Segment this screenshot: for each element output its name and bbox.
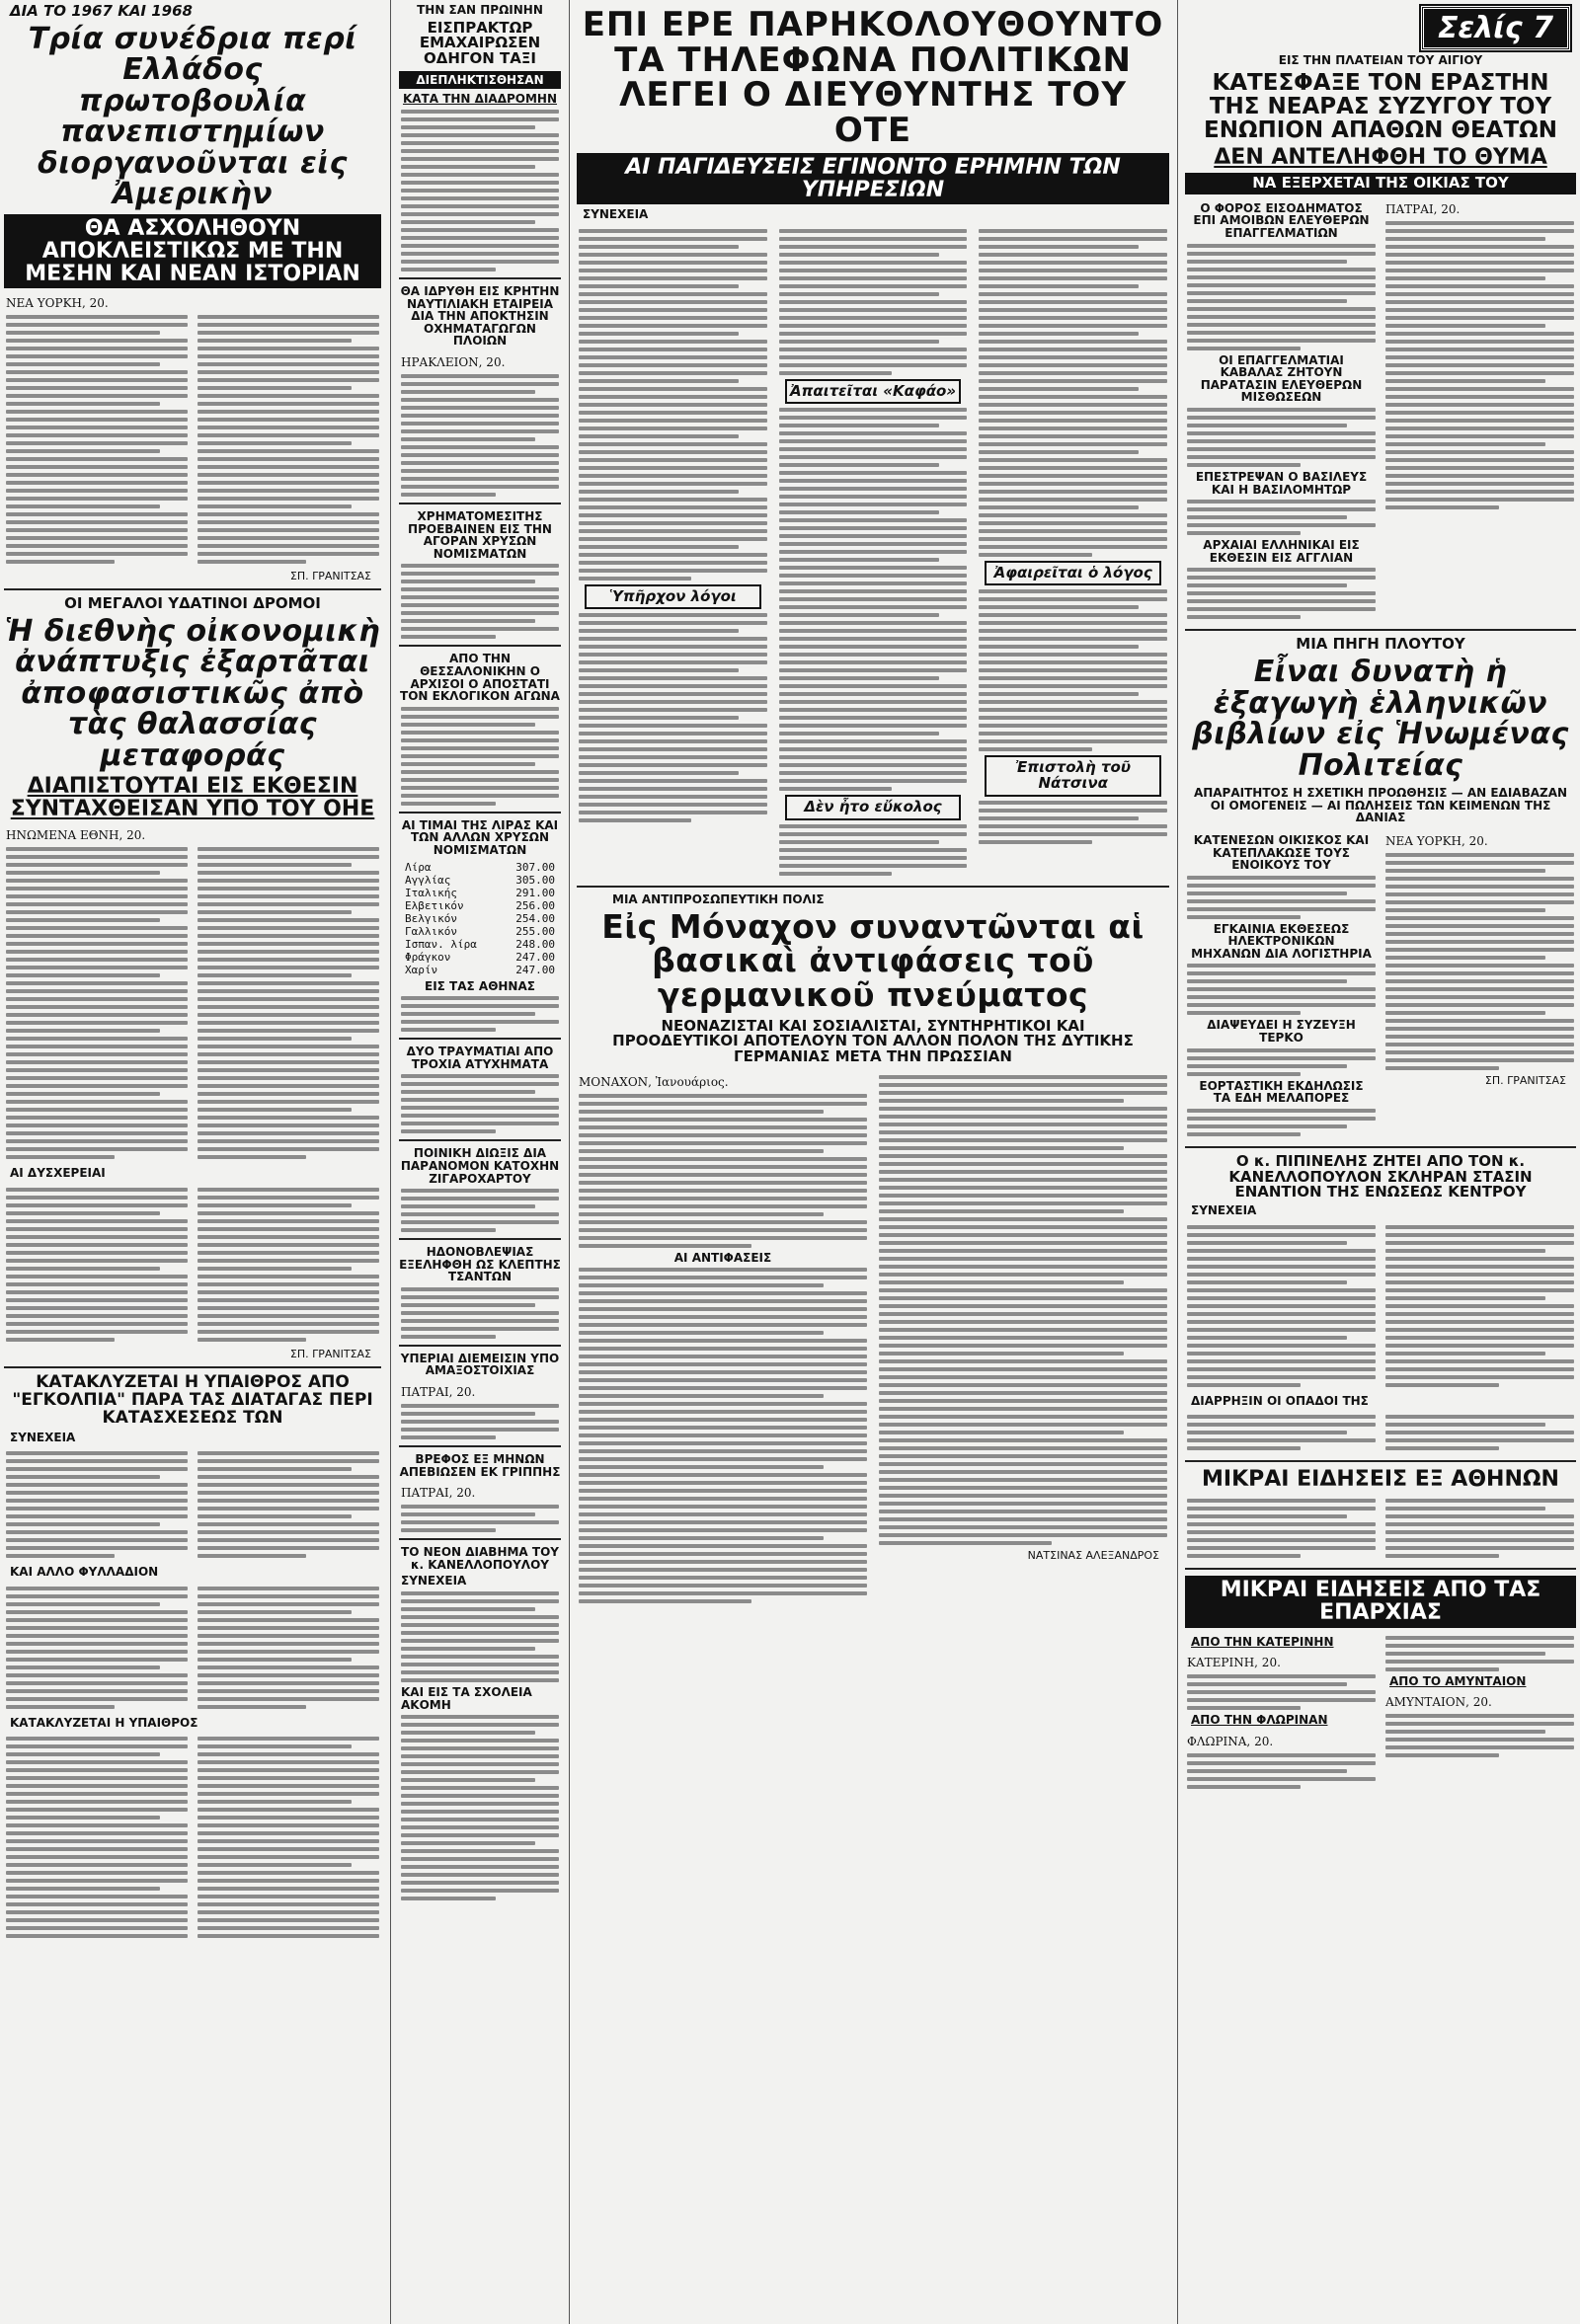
- divider: [399, 1538, 561, 1540]
- section-subhead: ΑΠΟ ΤΟ ΑΜΥΝΤΑΙΟΝ: [1389, 1673, 1527, 1688]
- divider: [399, 1038, 561, 1040]
- section-subhead: ΑΙ ΑΝΤΙΦΑΣΕΙΣ: [673, 1250, 772, 1265]
- headline: ΕΙΣΠΡΑΚΤΩΡ ΕΜΑΧΑΙΡΩΣΕΝ ΟΔΗΓΟΝ ΤΑΞΙ: [419, 18, 541, 68]
- kicker: ΤΗΝ ΣΑΝ ΠΡΩΙΝΗΝ: [417, 3, 543, 17]
- article-body: [401, 1482, 559, 1532]
- subheadline: ΔΙΑΠΙΣΤΟΥΤΑΙ ΕΙΣ ΕΚΘΕΣΙΝ ΣΥΝΤΑΧΘΕΙΣΑΝ ΥΠΟ ΤΟΥ ΟΗΕ: [10, 774, 375, 822]
- article-body: [1187, 1632, 1574, 1793]
- section-subhead: ΔΙΑΡΡΗΞΙΝ ΟΙ ΟΠΑΔΟΙ ΤΗΣ: [1191, 1393, 1369, 1408]
- price-row: Βελγικόν 254.00: [405, 911, 555, 925]
- headline: ΑΡΧΑΙΑΙ ΕΛΛΗΝΙΚΑΙ ΕΙΣ ΕΚΘΕΣΙΝ ΕΙΣ ΑΓΓΛΙΑΝ: [1203, 538, 1360, 565]
- headline: ΒΡΕΦΟΣ ΕΞ ΜΗΝΩΝ ΑΠΕΒΙΩΣΕΝ ΕΚ ΓΡΙΠΠΗΣ: [399, 1452, 561, 1479]
- dateline: ΠΑΤΡΑΙ, 20.: [401, 1486, 476, 1501]
- headline: ΚΑΤΕΣΦΑΞΕ ΤΟΝ ΕΡΑΣΤΗΝ ΤΗΣ ΝΕΑΡΑΣ ΣΥΖΥΓΟΥ ΤΟΥ ΕΝΩΠΙΟΝ ΑΠΑΘΩΝ ΘΕΑΤΩΝ: [1204, 69, 1557, 143]
- headline: ΤΟ ΝΕΟΝ ΔΙΑΒΗΜΑ ΤΟΥ κ. ΚΑΝΕΛΛΟΠΟΥΛΟΥ: [401, 1545, 559, 1572]
- headline: Ο ΦΟΡΟΣ ΕΙΣΟΔΗΜΑΤΟΣ ΕΠΙ ΑΜΟΙΒΩΝ ΕΛΕΥΘΕΡΩΝ ΕΠΑΓΓΕΛΜΑΤΙΩΝ: [1193, 200, 1370, 241]
- article-body: [401, 1189, 559, 1232]
- headline: ΘΑ ΙΔΡΥΘΗ ΕΙΣ ΚΡΗΤΗΝ ΝΑΥΤΙΛΙΑΚΗ ΕΤΑΙΡΕΙΑ ΔΙΑ ΤΗΝ ΑΠΟΚΤΗΣΙΝ ΟΧΗΜΑΤΑΓΩΓΩΝ ΠΛΟΙΩΝ: [400, 284, 560, 349]
- article-body: [1187, 198, 1574, 624]
- divider: [399, 1445, 561, 1447]
- column-rule: [569, 0, 570, 2324]
- dateline: ΚΑΤΕΡΙΝΗ, 20.: [1187, 1656, 1281, 1670]
- kicker: ΜΙΑ ΑΝΤΙΠΡΟΣΩΠΕΥΤΙΚΗ ΠΟΛΙΣ: [612, 892, 825, 907]
- column-1: [0, 0, 385, 2324]
- price-list: [405, 861, 555, 976]
- continuation-label: ΣΥΝΕΧΕΙΑ: [583, 206, 649, 221]
- divider: [399, 1238, 561, 1240]
- price-row: Λίρα 307.00: [405, 860, 555, 874]
- byline: ΣΠ. ΓΡΑΝΙΤΣΑΣ: [289, 1348, 371, 1361]
- section-subhead: ΑΙ ΔΥΣΧΕΡΕΙΑΙ: [10, 1166, 106, 1181]
- article-body: [401, 351, 559, 497]
- column-3: [573, 0, 1173, 2324]
- divider: [399, 1345, 561, 1347]
- headline: ΑΙ ΤΙΜΑΙ ΤΗΣ ΛΙΡΑΣ ΚΑΙ ΤΩΝ ΑΛΛΩΝ ΧΡΥΣΩΝ ΝΟΜΙΣΜΑΤΩΝ: [401, 817, 559, 857]
- headline: ΑΠΟ ΤΗΝ ΘΕΣΣΑΛΟΝΙΚΗΝ Ο ΑΡΧΙΣΟΙ Ο ΑΠΟΣΤΑΤΙ ΤΟΝ ΕΚΛΟΓΙΚΟΝ ΑΓΩΝΑ: [400, 652, 560, 704]
- article-body: [401, 707, 559, 806]
- section-box: Ὑπῆρχον λόγοι: [585, 584, 761, 610]
- dateline: ΦΛΩΡΙΝΑ, 20.: [1187, 1734, 1274, 1748]
- article-body: [401, 1381, 559, 1439]
- section-subhead: ΑΠΟ ΤΗΝ ΦΛΩΡΙΝΑΝ: [1191, 1713, 1328, 1728]
- price-row: Αγγλίας 305.00: [405, 873, 555, 887]
- dateline: ΗΡΑΚΛΕΙΟΝ, 20.: [401, 355, 506, 369]
- lead-subheadline: ΑΙ ΠΑΓΙΔΕΥΣΕΙΣ ΕΓΙΝΟΝΤΟ ΕΡΗΜΗΝ ΤΩΝ ΥΠΗΡΕΣΙΩΝ: [577, 153, 1169, 204]
- headline: ΔΥΟ ΤΡΑΥΜΑΤΙΑΙ ΑΠΟ ΤΡΟΧΙΑ ΑΤΥΧΗΜΑΤΑ: [406, 1045, 554, 1071]
- dateline: ΜΟΝΑΧΟΝ, Ἰανουάριος.: [579, 1074, 729, 1089]
- headline: ΟΙ ΕΠΑΓΓΕΛΜΑΤΙΑΙ ΚΑΒΑΛΑΣ ΖΗΤΟΥΝ ΠΑΡΑΤΑΣΙΝ ΕΛΕΥΘΕΡΩΝ ΜΙΣΘΩΣΕΩΝ: [1200, 352, 1363, 405]
- kicker: ΕΙΣ ΤΗΝ ΠΛΑΤΕΙΑΝ ΤΟΥ ΑΙΓΙΟΥ: [1278, 53, 1483, 67]
- continuation-label: ΣΥΝΕΧΕΙΑ: [10, 1430, 76, 1444]
- feature-headline: Εἶναι δυνατὴ ἡ ἐξαγωγὴ ἑλληνικῶν βιβλίων εἰς Ἡνωμένας Πολιτείας: [1192, 655, 1569, 783]
- article-body: [1187, 830, 1574, 1140]
- section-subhead: ΚΑΙ ΑΛΛΟ ΦΥΛΛΑΔΙΟΝ: [10, 1565, 159, 1580]
- feature-headline: Εἰς Μόναχον συναντῶνται αἱ βασικαὶ ἀντιφάσεις τοῦ γερμανικοῦ πνεύματος: [601, 906, 1145, 1014]
- price-row: Ισπαν. λίρα 248.00: [405, 937, 555, 951]
- section-subhead: ΚΑΤΑΚΛΥΖΕΤΑΙ Η ΥΠΑΙΘΡΟΣ: [10, 1715, 198, 1730]
- column-rule: [1177, 0, 1178, 2324]
- byline: ΣΠ. ΓΡΑΝΙΤΣΑΣ: [1484, 1073, 1566, 1087]
- dateline: ΗΝΩΜΕΝΑ ΕΘΝΗ, 20.: [6, 828, 146, 843]
- divider: [399, 277, 561, 279]
- article-body: [6, 1432, 379, 1943]
- subheadline: ΘΑ ΑΣΧΟΛΗΘΟΥΝ ΑΠΟΚΛΕΙΣΤΙΚΩΣ ΜΕ ΤΗΝ ΜΕΣΗΝ ΚΑΙ ΝΕΑΝ ΙΣΤΟΡΙΑΝ: [4, 214, 381, 288]
- article-body: [579, 208, 1167, 880]
- headline: ΠΟΙΝΙΚΗ ΔΙΩΞΙΣ ΔΙΑ ΠΑΡΑΝΟΜΟΝ ΚΑΤΟΧΗΝ ΖΙΓΑΡΟΧΑΡΤΟΥ: [400, 1146, 560, 1186]
- headline: Ο κ. ΠΙΠΙΝΕΛΗΣ ΖΗΤΕΙ ΑΠΟ ΤΟΝ κ. ΚΑΝΕΛΛΟΠΟΥΛΟΝ ΣΚΛΗΡΑΝ ΣΤΑΣΙΝ ΕΝΑΝΤΙΟΝ ΤΗΣ ΕΝΩΣΕΩΣ ΚΕΝΤΡΟΥ: [1228, 1151, 1533, 1201]
- article-body: [6, 292, 379, 582]
- divider: [1185, 1568, 1576, 1570]
- headline: ΚΑΤΕΝΕΣΩΝ ΟΙΚΙΣΚΟΣ ΚΑΙ ΚΑΤΕΠΛΑΚΩΣΕ ΤΟΥΣ ΕΝΟΙΚΟΥΣ ΤΟΥ: [1193, 832, 1370, 873]
- divider: [577, 886, 1169, 888]
- price-row: Ελβετικόν 256.00: [405, 898, 555, 912]
- dateline: ΝΕΑ ΥΟΡΚΗ, 20.: [1385, 833, 1488, 848]
- price-row: Γαλλικόν 255.00: [405, 924, 555, 938]
- price-row: Φράγκον 247.00: [405, 950, 555, 964]
- divider: [4, 588, 381, 590]
- kicker: ΟΙ ΜΕΓΑΛΟΙ ΥΔΑΤΙΝΟΙ ΔΡΟΜΟΙ: [64, 594, 321, 613]
- headline: ΜΙΚΡΑΙ ΕΙΔΗΣΕΙΣ ΕΞ ΑΘΗΝΩΝ: [1202, 1467, 1559, 1493]
- dateline: ΠΑΤΡΑΙ, 20.: [1385, 201, 1461, 216]
- article-body: [401, 1287, 559, 1339]
- byline: ΣΠ. ΓΡΑΝΙΤΣΑΣ: [289, 570, 371, 583]
- article-body: [1187, 1495, 1574, 1562]
- article-body: [401, 564, 559, 639]
- subheadline: ΝΑ ΕΞΕΡΧΕΤΑΙ ΤΗΣ ΟΙΚΙΑΣ ΤΟΥ: [1185, 173, 1576, 194]
- column-4: [1181, 0, 1580, 2324]
- headline: Τρία συνέδρια περί Ελλάδος πρωτοβουλία πανεπιστημίων διοργανοῦνται εἰς Ἀμερικὴν: [28, 21, 357, 212]
- section-subhead: ΚΑΙ ΕΙΣ ΤΑ ΣΧΟΛΕΙΑ ΑΚΟΜΗ: [401, 1685, 532, 1712]
- article-body: [6, 824, 379, 1360]
- headline: ΕΟΡΤΑΣΤΙΚΗ ΕΚΔΗΛΩΣΙΣ ΤΑ ΕΔΗ ΜΕΛΑΠΟΡΕΣ: [1199, 1078, 1364, 1106]
- headline: ΧΡΗΜΑΤΟΜΕΣΙΤΗΣ ΠΡΟΕΒΑΙΝΕΝ ΕΙΣ ΤΗΝ ΑΓΟΡΑΝ ΧΡΥΣΩΝ ΝΟΜΙΣΜΑΤΩΝ: [408, 509, 552, 561]
- headline: ΜΙΚΡΑΙ ΕΙΔΗΣΕΙΣ ΑΠΟ ΤΑΣ ΕΠΑΡΧΙΑΣ: [1185, 1576, 1576, 1627]
- lead-headline: ΕΠΙ ΕΡΕ ΠΑΡΗΚΟΛΟΥΘΟΥΝΤΟ ΤΑ ΤΗΛΕΦΩΝΑ ΠΟΛΙΤΙΚΩΝ ΛΕΓΕΙ Ο ΔΙΕΥΘΥΝΤΗΣ ΤΟΥ ΟΤΕ: [582, 5, 1164, 151]
- dateline: ΠΑΤΡΑΙ, 20.: [401, 1385, 476, 1400]
- subheadline: ΚΑΤΑ ΤΗΝ ΔΙΑΔΡΟΜΗΝ: [402, 92, 558, 107]
- headline: ΗΔΟΝΟΒΛΕΨΙΑΣ ΕΞΕΛΗΦΘΗ ΩΣ ΚΛΕΠΤΗΣ ΤΣΑΝΤΩΝ: [399, 1245, 561, 1284]
- section-box: Ἀφαιρεῖται ὁ λόγος: [985, 561, 1161, 586]
- headline: ΕΓΚΑΙΝΙΑ ΕΚΘΕΣΕΩΣ ΗΛΕΚΤΡΟΝΙΚΩΝ ΜΗΧΑΝΩΝ ΔΙΑ ΛΟΓΙΣΤΗΡΙΑ: [1191, 921, 1372, 961]
- divider: [4, 1366, 381, 1368]
- section-box: Ἀπαιτεῖται «Καφάο»: [785, 379, 962, 405]
- price-row: Ιταλικής 291.00: [405, 886, 555, 899]
- divider: [399, 645, 561, 647]
- article-body: [401, 1575, 559, 1900]
- continuation-label: ΣΥΝΕΧΕΙΑ: [401, 1574, 467, 1588]
- divider: [1185, 1460, 1576, 1462]
- headline: ΚΑΤΑΚΛΥΖΕΤΑΙ Η ΥΠΑΙΘΡΟΣ ΑΠΟ "ΕΓΚΟΛΠΙΑ" ΠΑΡΑ ΤΑΣ ΔΙΑΤΑΓΑΣ ΠΕΡΙ ΚΑΤΑΣΧΕΣΕΩΣ ΤΩΝ: [12, 1372, 373, 1428]
- price-row: Χαρίν 247.00: [405, 963, 555, 976]
- divider: [399, 1139, 561, 1141]
- subheadline: ΔΕΝ ΑΝΤΕΛΗΦΘΗ ΤΟ ΘΥΜΑ: [1214, 145, 1547, 171]
- headline: ΕΙΣ ΤΑΣ ΑΘΗΝΑΣ: [425, 978, 535, 993]
- dateline: ΝΕΑ ΥΟΡΚΗ, 20.: [6, 296, 109, 311]
- feature-subheadline: ΝΕΟΝΑΖΙΣΤΑΙ ΚΑΙ ΣΟΣΙΑΛΙΣΤΑΙ, ΣΥΝΤΗΡΗΤΙΚΟΙ ΚΑΙ ΠΡΟΟΔΕΥΤΙΚΟΙ ΑΠΟΤΕΛΟΥΝ ΤΟΝ ΑΛΛΟΝ ΠΟΛΟΝ ΤΗΣ ΔΥΤΙΚΗΣ ΓΕΡΜΑΝΙΑΣ ΜΕΤΑ ΤΗΝ ΠΡΩΣΣΙΑΝ: [612, 1016, 1134, 1066]
- column-2: [395, 0, 565, 2324]
- headline: ΔΙΑΨΕΥΔΕΙ Η ΣΥΖΕΥΞΗ ΤΕΡΚΟ: [1207, 1018, 1356, 1046]
- kicker: ΜΙΑ ΠΗΓΗ ΠΛΟΥΤΟΥ: [1296, 635, 1465, 654]
- kicker: ΔΙΑ ΤΟ 1967 ΚΑΙ 1968: [10, 2, 193, 20]
- divider: [399, 503, 561, 504]
- divider: [1185, 629, 1576, 631]
- subheadline: ΔΙΕΠΛΗΚΤΙΣΘΗΣΑΝ: [399, 71, 561, 90]
- byline: ΝΑΤΣΙΝΑΣ ΑΛΕΞΑΝΔΡΟΣ: [1027, 1548, 1159, 1562]
- divider: [1185, 1146, 1576, 1148]
- section-box: Δὲν ἦτο εὔκολος: [785, 795, 962, 820]
- article-body: [579, 1071, 1167, 1608]
- article-body: [401, 110, 559, 271]
- section-subhead: ΑΠΟ ΤΗΝ ΚΑΤΕΡΙΝΗΝ: [1191, 1634, 1334, 1649]
- divider: [399, 812, 561, 813]
- article-body: [1187, 1204, 1574, 1454]
- continuation-label: ΣΥΝΕΧΕΙΑ: [1191, 1203, 1257, 1218]
- masthead: Σελίς 7: [1181, 6, 1570, 50]
- article-body: [401, 996, 559, 1032]
- section-box: Ἐπιστολὴ τοῦ Νάτσινα: [985, 755, 1161, 797]
- headline: Ἡ διεθνὴς οἰκονομικὴ ἀνάπτυξις ἐξαρτᾶται ἀποφασιστικῶς ἀπὸ τὰς θαλασσίας μεταφοράς: [4, 613, 381, 773]
- feature-subheadline: ΑΠΑΡΑΙΤΗΤΟΣ Η ΣΧΕΤΙΚΗ ΠΡΟΩΘΗΣΙΣ — ΑΝ ΕΔΙΑΒΑΖΑΝ ΟΙ ΟΜΟΓΕΝΕΙΣ — ΑΙ ΠΩΛΗΣΕΙΣ ΤΩΝ ΚΕΙΜΕΝΩΝ ΤΗΣ ΔΑΝΙΑΣ: [1193, 786, 1568, 825]
- headline: ΥΠΕΡΙΑΙ ΔΙΕΜΕΙΣΙΝ ΥΠΟ ΑΜΑΞΟΣΤΟΙΧΙΑΣ: [400, 1351, 560, 1378]
- column-rule: [390, 0, 391, 2324]
- headline: ΕΠΕΣΤΡΕΨΑΝ Ο ΒΑΣΙΛΕΥΣ ΚΑΙ Η ΒΑΣΙΛΟΜΗΤΩΡ: [1195, 470, 1368, 497]
- article-body: [401, 1074, 559, 1133]
- dateline: ΑΜΥΝΤΑΙΟΝ, 20.: [1385, 1695, 1492, 1710]
